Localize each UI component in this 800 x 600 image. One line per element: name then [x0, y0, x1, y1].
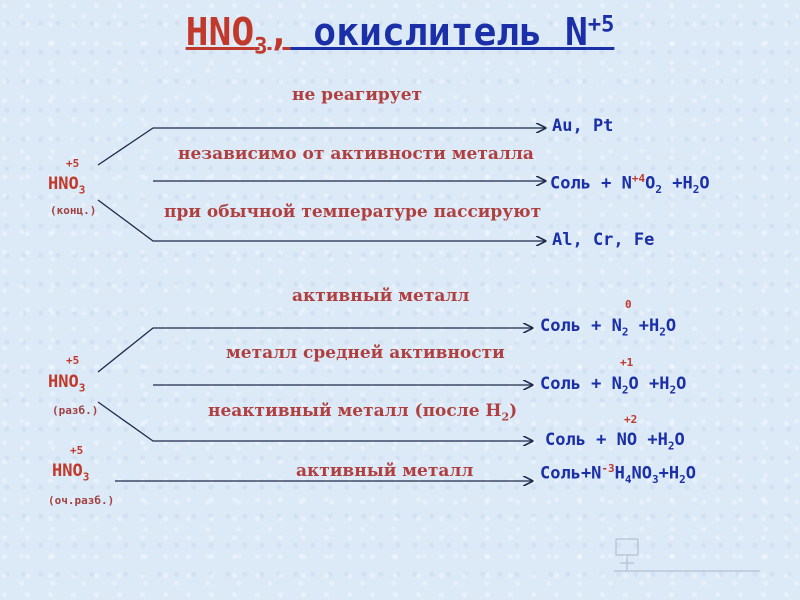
dil-ox-1: 0	[625, 298, 632, 311]
dil-ox-2: +1	[620, 356, 634, 369]
conc-acid: $HNO_3$	[48, 174, 86, 197]
conc-product-3: Al, Cr, Fe	[552, 230, 655, 250]
network-computer-icon	[612, 535, 762, 575]
conc-product-1: Au, Pt	[552, 116, 614, 136]
dil-cond-1: активный металл	[292, 286, 470, 306]
conc-cond-1: не реагирует	[292, 85, 423, 105]
conc-cond-3: при обычной температуре пассируют	[164, 202, 542, 222]
title-oxidizer: окислитель $N^{+5}$	[290, 10, 615, 54]
dil-cond-2: металл средней активности	[226, 343, 505, 363]
dil-note: (разб.)	[52, 404, 99, 417]
vdil-acid: $HNO_3$	[52, 461, 90, 484]
title-acid: $HNO_3$,	[185, 10, 291, 60]
conc-ox-state: +5	[66, 157, 80, 170]
vdil-product: $Соль+N^{-3}H_4NO_3+H_2O$	[540, 462, 697, 487]
vdil-ox-state: +5	[70, 444, 84, 457]
dil-product-1: Соль + $N_2 +H_2O$	[540, 316, 677, 339]
dil-acid: $HNO_3$	[48, 372, 86, 395]
dil-product-3: Соль + NO $+H_2O$	[545, 430, 685, 453]
dil-ox-state: +5	[66, 354, 80, 367]
dil-product-2: Соль + $N_2O +H_2O$	[540, 374, 687, 397]
conc-cond-2: независимо от активности металла	[178, 144, 534, 164]
dil-cond-3: неактивный металл (после $H_2$)	[208, 401, 518, 424]
conc-product-2: Соль + $N^{+4}O_2 +H_2O$	[550, 172, 710, 197]
vdil-note: (оч.разб.)	[48, 494, 115, 507]
dil-ox-3: +2	[624, 413, 638, 426]
vdil-cond: активный металл	[296, 461, 474, 481]
conc-note: (конц.)	[50, 204, 97, 217]
